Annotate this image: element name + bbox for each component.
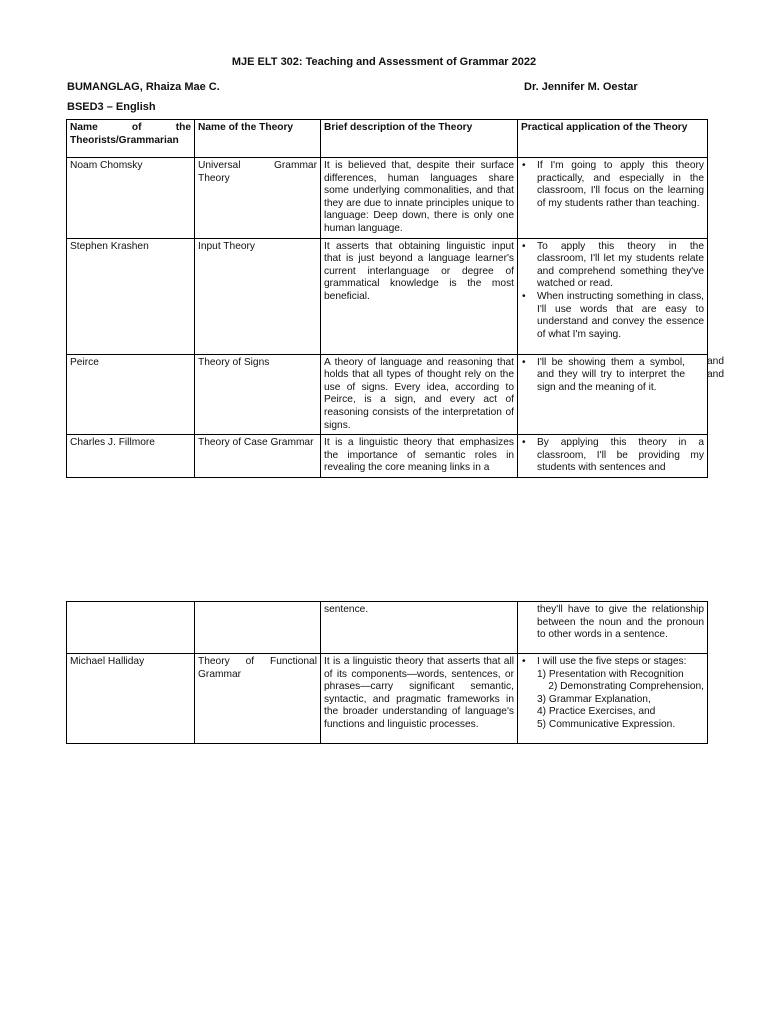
bullet-icon: •: [522, 356, 526, 368]
application-cell: [518, 654, 708, 744]
header-description: Brief description of the Theory: [321, 120, 518, 158]
application-text: By applying this theory in a classroom, I'll be providing my students with sentences and: [537, 437, 704, 474]
program-label: BSED3 – English: [67, 101, 156, 113]
list-item: [521, 241, 704, 291]
theory-cell: Input Theory: [195, 238, 321, 354]
application-cell: [518, 238, 708, 354]
application-text: To apply this theory in the classroom, I'll let my students relate and comprehend something they've watched or read.: [537, 240, 704, 290]
description-cell: It is believed that, despite their surface differences, human languages share some underlying commonalities, and that they are due to innate principles unique to language: Deep down, there is only one human language.: [321, 158, 518, 239]
application-text: When instructing something in class, I'll use words that are easy to understand and convey the essence of what I'm saying.: [537, 290, 704, 340]
application-cell: [518, 354, 708, 435]
step-item: 3) Grammar Explanation,: [537, 693, 651, 705]
theorist-cell: [67, 602, 195, 654]
application-text: I'll be showing them a symbol, and they will try to interpret the sign and the meaning of it.: [537, 356, 685, 393]
bullet-icon: •: [522, 656, 526, 667]
table-row: [67, 435, 708, 478]
description-cell: It is a linguistic theory that emphasizes the importance of semantic roles in revealing the core meaning links in a: [321, 435, 518, 478]
overflow-word: and: [707, 369, 724, 380]
step-item: 5) Communicative Expression.: [537, 718, 676, 730]
table-row: [67, 354, 708, 435]
theorist-cell: Noam Chomsky: [67, 158, 195, 239]
description-cell: sentence.: [321, 602, 518, 654]
application-text: If I'm going to apply this theory practically, and especially in the classroom, I'll focus on the learning of my students rather than teaching.: [537, 160, 704, 209]
header-theorist: Name of the Theorists/Grammarian: [67, 120, 195, 158]
application-text: I will use the five steps or stages:: [537, 656, 687, 667]
theorist-cell: Stephen Krashen: [67, 238, 195, 354]
application-cell: [518, 158, 708, 239]
application-cell: [518, 435, 708, 478]
list-item: [521, 437, 704, 475]
theory-cell: Universal Grammar Theory: [195, 158, 321, 239]
table-header-row: [67, 120, 708, 158]
list-item: [521, 357, 685, 395]
table-row: [67, 158, 708, 239]
application-cell: [518, 602, 708, 654]
theories-table: [66, 119, 708, 478]
bullet-icon: •: [522, 437, 526, 449]
list-item: [521, 656, 704, 669]
theorist-cell: Charles J. Fillmore: [67, 435, 195, 478]
bullet-icon: •: [522, 290, 526, 302]
step-item: 1) Presentation with Recognition: [537, 668, 684, 680]
table-row: [67, 238, 708, 354]
theorist-cell: Peirce: [67, 354, 195, 435]
application-text: they'll have to give the relationship between the noun and the pronoun to other words in a sentence.: [537, 604, 704, 641]
overflow-word: and: [707, 356, 724, 367]
theories-table-continued: [66, 601, 708, 744]
theory-cell: [195, 602, 321, 654]
bullet-icon: •: [522, 160, 526, 171]
theory-cell: Theory of Case Grammar: [195, 435, 321, 478]
document-title: MJE ELT 302: Teaching and Assessment of Grammar 2022: [231, 56, 537, 68]
theory-cell: Theory of Functional Grammar: [195, 654, 321, 744]
description-cell: A theory of language and reasoning that holds that all types of thought rely on the use of signs. Every idea, according to Peirce, is a sign, and every act of reasoning consists of the interpretation of signs.: [321, 354, 518, 435]
instructor-name: Dr. Jennifer M. Oestar: [524, 81, 638, 93]
table-row: [67, 602, 708, 654]
header-theory: Name of the Theory: [195, 120, 321, 158]
list-item: [521, 291, 704, 341]
step-item: 2) Demonstrating Comprehension,: [548, 681, 704, 693]
list-item: [521, 160, 704, 210]
theorist-cell: Michael Halliday: [67, 654, 195, 744]
steps-list: [521, 669, 704, 732]
step-item: 4) Practice Exercises, and: [537, 706, 656, 718]
student-name: BUMANGLAG, Rhaiza Mae C.: [67, 81, 220, 93]
description-cell: It asserts that obtaining linguistic input that is just beyond a language learner's current interlanguage or degree of grammatical knowledge is the most beneficial.: [321, 238, 518, 354]
description-cell: It is a linguistic theory that asserts that all of its components—words, sentences, or phrases—carry significant semantic, syntactic, and pragmatic frameworks in the broader understanding of language's functions and linguistic processes.: [321, 654, 518, 744]
header-application: Practical application of the Theory: [518, 120, 708, 158]
theory-cell: Theory of Signs: [195, 354, 321, 435]
bullet-icon: •: [522, 240, 526, 252]
table-row: [67, 654, 708, 744]
